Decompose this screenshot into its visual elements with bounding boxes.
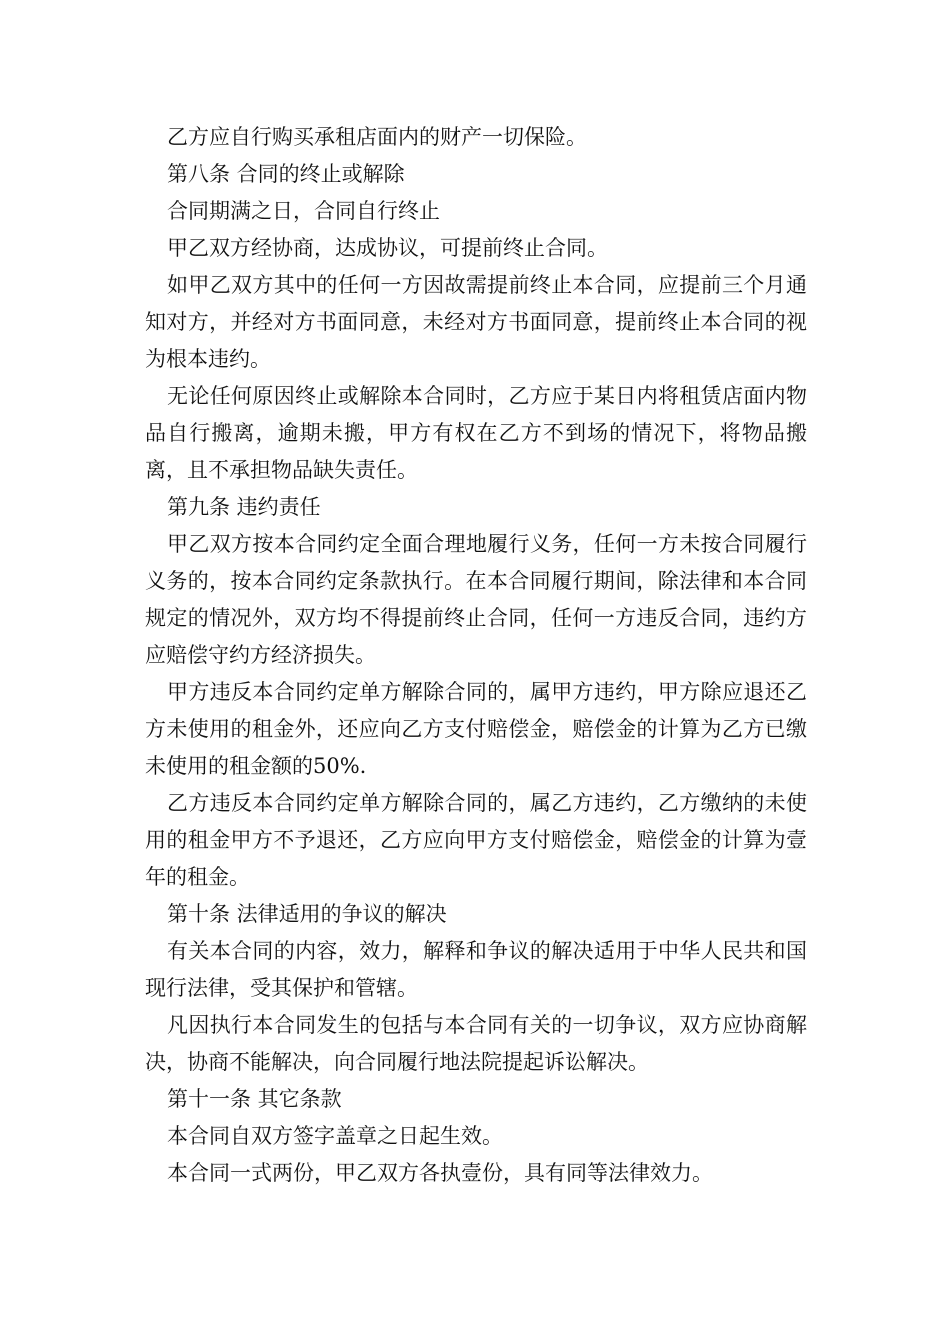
paragraph-party-b-breach: 乙方违反本合同约定单方解除合同的，属乙方违约，乙方缴纳的未使用的租金甲方不予退还，乙方应向甲方支付赔偿金，赔偿金的计算为壹年的租金。 bbox=[145, 791, 807, 889]
paragraph-move-out: 无论任何原因终止或解除本合同时，乙方应于某日内将租赁店面内物品自行搬离，逾期未搬，甲方有权在乙方不到场的情况下，将物品搬离，且不承担物品缺失责任。 bbox=[145, 384, 807, 482]
paragraph-expiry-termination: 合同期满之日，合同自行终止 bbox=[167, 199, 440, 223]
paragraph-insurance: 乙方应自行购买承租店面内的财产一切保险。 bbox=[167, 125, 587, 149]
paragraph-early-termination-notice: 如甲乙双方其中的任何一方因故需提前终止本合同，应提前三个月通知对方，并经对方书面同意，未经对方书面同意，提前终止本合同的视为根本违约。 bbox=[145, 273, 807, 371]
heading-article-10: 第十条 法律适用的争议的解决 bbox=[167, 902, 447, 926]
heading-article-11: 第十一条 其它条款 bbox=[167, 1087, 342, 1111]
heading-article-9: 第九条 违约责任 bbox=[167, 495, 321, 519]
paragraph-effective-date: 本合同自双方签字盖章之日起生效。 bbox=[167, 1124, 503, 1148]
paragraph-copies: 本合同一式两份，甲乙双方各执壹份，具有同等法律效力。 bbox=[167, 1161, 713, 1185]
document-body bbox=[145, 119, 807, 1192]
paragraph-breach-general: 甲乙双方按本合同约定全面合理地履行义务，任何一方未按合同履行义务的，按本合同约定条款执行。在本合同履行期间，除法律和本合同规定的情况外，双方均不得提前终止合同，任何一方违反合同，违约方应赔偿守约方经济损失。 bbox=[145, 532, 807, 667]
paragraph-party-a-breach: 甲方违反本合同约定单方解除合同的，属甲方违约，甲方除应退还乙方未使用的租金外，还应向乙方支付赔偿金，赔偿金的计算为乙方已缴未使用的租金额的50%. bbox=[145, 680, 807, 778]
paragraph-dispute-resolution: 凡因执行本合同发生的包括与本合同有关的一切争议，双方应协商解决，协商不能解决，向合同履行地法院提起诉讼解决。 bbox=[145, 1013, 807, 1074]
paragraph-governing-law: 有关本合同的内容，效力，解释和争议的解决适用于中华人民共和国现行法律，受其保护和管辖。 bbox=[145, 939, 807, 1000]
heading-article-8: 第八条 合同的终止或解除 bbox=[167, 162, 405, 186]
paragraph-mutual-termination: 甲乙双方经协商，达成协议，可提前终止合同。 bbox=[167, 236, 608, 260]
